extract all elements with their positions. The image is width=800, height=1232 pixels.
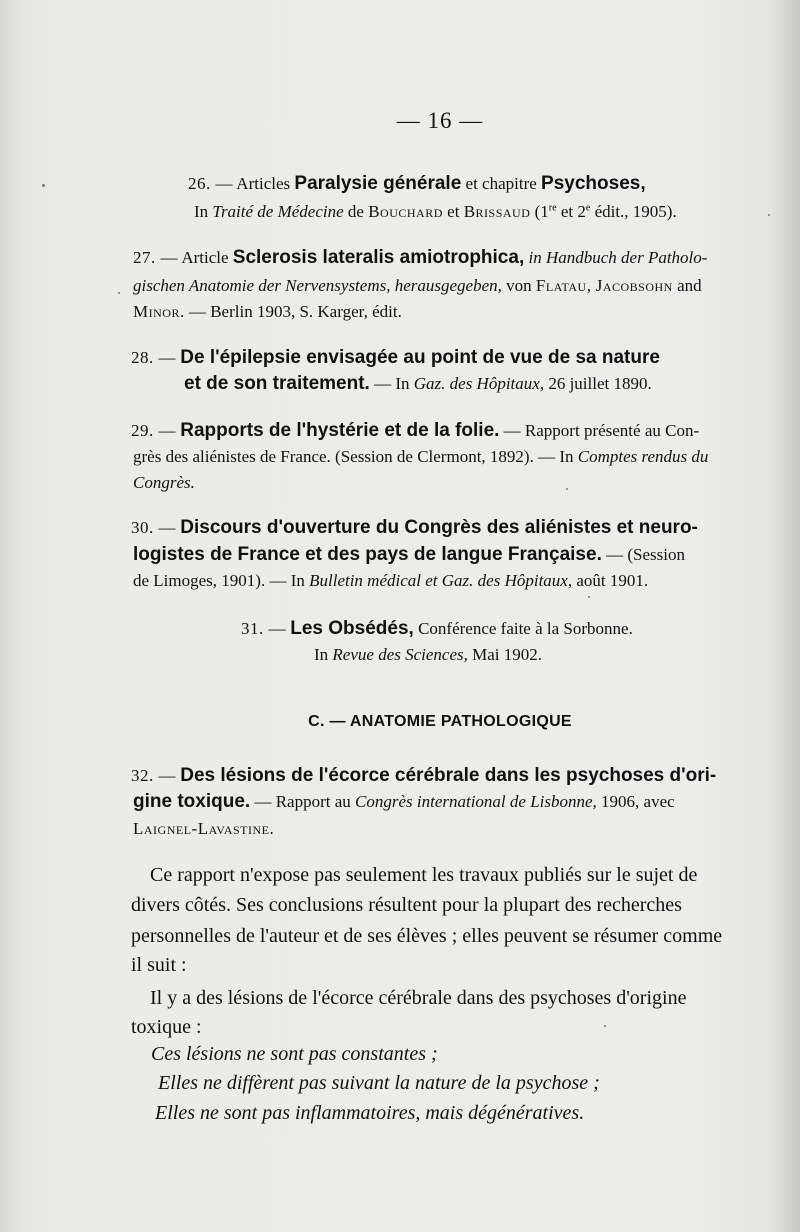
bibliography-item-29-line-3: Congrès. — [133, 473, 195, 492]
bibliography-item-31-line-2: In Revue des Sciences, Mai 1902. — [314, 645, 543, 664]
item-title: Sclerosis lateralis amiotrophica, — [232, 247, 525, 268]
item-title: Des lésions de l'écorce cérébrale dans les psychoses d'ori- — [180, 765, 717, 786]
paragraph-line: Il y a des lésions de l'écorce cérébrale dans des psychoses d'origine — [150, 987, 687, 1009]
paragraph-line: Ce rapport n'expose pas seulement les travaux publiés sur le sujet de — [150, 864, 698, 886]
bibliography-item-26-line-2: In Traité de Médecine de Bouchard et Brissaud (1re et 2e édit., 1905). — [194, 202, 677, 221]
paragraph-line: il suit : — [131, 954, 187, 976]
page-number: — 16 — — [396, 108, 484, 133]
paragraph-line: toxique : — [131, 1016, 202, 1038]
bibliography-item-32-line-2: gine toxique. — Rapport au Congrès international de Lisbonne, 1906, avec — [133, 791, 675, 812]
paragraph-line: divers côtés. Ses conclusions résultent pour la plupart des recherches — [131, 894, 682, 916]
item-title: Rapports de l'hystérie et de la folie. — [180, 420, 500, 441]
bibliography-item-30-line-3: de Limoges, 1901). — In Bulletin médical et Gaz. des Hôpitaux, août 1901. — [133, 571, 649, 590]
item-title: De l'épilepsie envisagée au point de vue de sa nature — [180, 347, 660, 368]
bibliography-item-30: 30. — Discours d'ouverture du Congrès des aliénistes et neuro- — [131, 517, 698, 538]
bibliography-item-32-line-3: Laignel-Lavastine. — [133, 819, 275, 838]
conclusion-line: Ces lésions ne sont pas constantes ; — [151, 1043, 438, 1065]
bibliography-item-31: 31. — Les Obsédés, Conférence faite à la Sorbonne. — [241, 618, 633, 639]
conclusion-line: Elles ne sont pas inflammatoires, mais dégénératives. — [155, 1102, 585, 1124]
bibliography-item-29: 29. — Rapports de l'hystérie et de la folie. — Rapport présenté au Con- — [131, 420, 700, 441]
bibliography-item-28: 28. — De l'épilepsie envisagée au point de vue de sa nature — [131, 347, 660, 368]
item-title: Paralysie générale — [294, 173, 462, 194]
bibliography-item-28-line-2: et de son traitement. — In Gaz. des Hôpitaux, 26 juillet 1890. — [184, 373, 652, 394]
item-title: Psychoses, — [541, 173, 646, 194]
bibliography-item-26: 26. — Articles Paralysie générale et chapitre Psychoses, — [188, 173, 646, 194]
conclusion-line: Elles ne diffèrent pas suivant la nature de la psychose ; — [158, 1072, 600, 1094]
bibliography-item-27-line-2: gischen Anatomie der Nervensystems, herausgegeben, von Flatau, Jacobsohn and — [133, 276, 702, 295]
item-title: et de son traitement. — [184, 373, 370, 394]
bibliography-item-27: 27. — Article Sclerosis lateralis amiotrophica, in Handbuch der Patholo- — [133, 247, 708, 268]
paragraph-line: personnelles de l'auteur et de ses élèves ; elles peuvent se résumer comme — [131, 925, 723, 947]
section-header: C. — ANATOMIE PATHOLOGIQUE — [308, 713, 572, 730]
item-title: gine toxique. — [133, 791, 251, 812]
item-title: logistes de France et des pays de langue Française. — [133, 544, 602, 565]
bibliography-item-32: 32. — Des lésions de l'écorce cérébrale dans les psychoses d'ori- — [131, 765, 717, 786]
bibliography-item-27-line-3: Minor. — Berlin 1903, S. Karger, édit. — [133, 302, 402, 321]
item-title: Les Obsédés, — [290, 618, 414, 639]
item-title: Discours d'ouverture du Congrès des aliénistes et neuro- — [180, 517, 698, 538]
bibliography-item-29-line-2: grès des aliénistes de France. (Session de Clermont, 1892). — In Comptes rendus du — [133, 447, 709, 466]
bibliography-item-30-line-2: logistes de France et des pays de langue Française. — (Session — [133, 544, 685, 565]
